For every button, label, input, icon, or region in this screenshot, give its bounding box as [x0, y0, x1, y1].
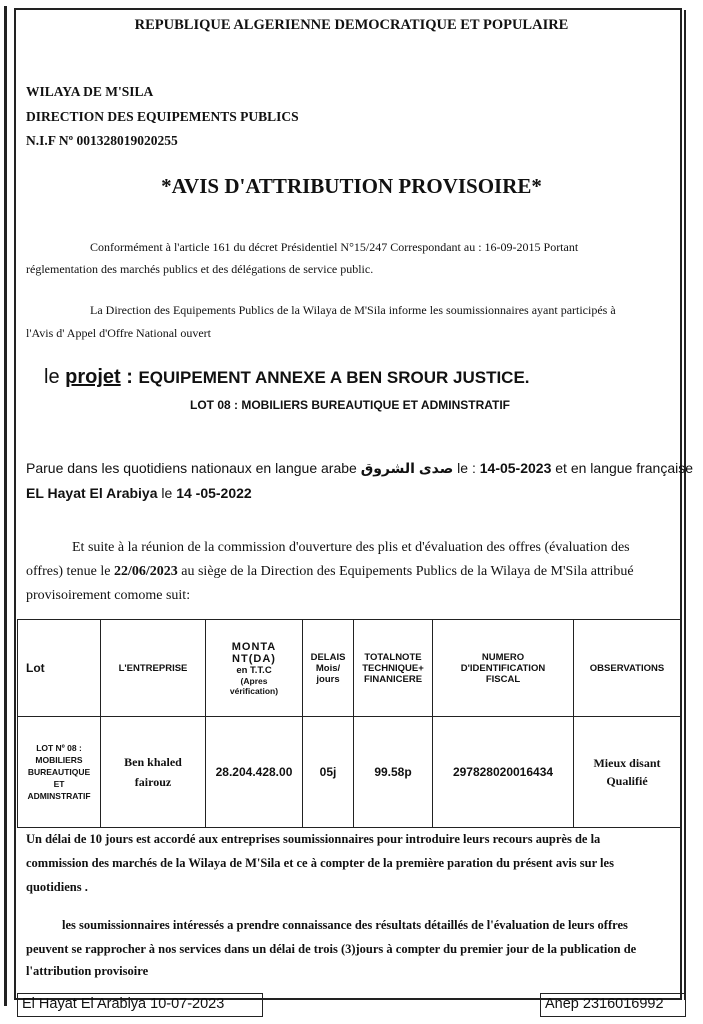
commission-line-1: Et suite à la réunion de la commission d'ouverture des plis et d'évaluation des offres (évaluation des	[72, 540, 630, 555]
header-montant-line-1: MONTA	[231, 640, 277, 653]
footer-publication: El Hayat El Arabiya 10-07-2023	[17, 993, 263, 1017]
info-paragraph-line-2: l'Avis d' Appel d'Offre National ouvert	[26, 326, 212, 340]
appeal-notice-line-1: Un délai de 10 jours est accordé aux entreprises soumissionnaires pour introduire leurs recours auprès de la	[26, 832, 601, 846]
appeal-notice-line-3: quotidiens .	[26, 880, 88, 894]
header-montant-line-2: NT(DA)	[232, 652, 276, 665]
footer-anep-reference: Anep 2316016992	[540, 993, 686, 1017]
header-lot: Lot	[18, 620, 101, 717]
results-table	[17, 619, 681, 828]
header-numero-line-3: FISCAL	[485, 673, 521, 685]
cell-obs-line-1: Mieux disant	[593, 756, 661, 770]
header-delais	[303, 620, 354, 717]
cell-note: 99.58p	[354, 717, 433, 828]
decree-paragraph-line-2: réglementation des marchés publics et des délégations de service public.	[26, 262, 374, 276]
results-notice-line-1: les soumissionnaires intéressés a prendre connaissance des résultats détaillés de l'évaluation de leurs offres	[62, 918, 628, 932]
results-notice-line-3: l'attribution provisoire	[26, 964, 149, 978]
header-total-note	[354, 620, 433, 717]
publication-text-b: le :	[453, 460, 480, 476]
header-note-line-1: TOTALNOTE	[364, 651, 422, 663]
cell-delais: 05j	[303, 717, 354, 828]
header-note-line-2: TECHNIQUE+	[362, 662, 424, 674]
publication-line-2	[26, 485, 252, 501]
arabic-newspaper-name: صدى الشروق	[360, 460, 454, 476]
header-numero-line-2: D'IDENTIFICATION	[460, 662, 546, 674]
decree-paragraph-line-1: Conformément à l'article 161 du décret Présidentiel N°15/247 Correspondant au : 16-09-2015 Portant	[90, 240, 579, 254]
results-notice-line-2: peuvent se rapprocher à nos services dans un délai de trois (3)jours à compter du premier jour de la publication de	[26, 942, 637, 956]
cell-lot-line-2: MOBILIERS	[35, 755, 83, 765]
frame-left-edge	[4, 6, 7, 1006]
publication-text-c: et en langue française	[551, 460, 694, 476]
header-delais-line-1: DELAIS	[310, 651, 346, 663]
document-title: *AVIS D'ATTRIBUTION PROVISOIRE*	[161, 174, 542, 198]
nif-line: N.I.F Nº 001328019020255	[26, 133, 178, 148]
header-montant-line-3: en T.T.C	[236, 664, 272, 676]
commission-line-3: provisoirement comome suit:	[26, 588, 191, 603]
appeal-notice-line-2: commission des marchés de la Wilaya de M'Sila et ce à compter de la première paration du présent avis sur les	[26, 856, 614, 870]
project-label-separator: :	[120, 366, 139, 388]
publication-text-a: Parue dans les quotidiens nationaux en langue arabe	[26, 460, 361, 476]
cell-observations	[574, 717, 681, 828]
project-value: EQUIPEMENT ANNEXE A BEN SROUR JUSTICE.	[138, 368, 530, 387]
cell-montant: 28.204.428.00	[206, 717, 303, 828]
cell-numero-fiscal: 297828020016434	[433, 717, 574, 828]
french-newspaper-name: EL Hayat El Arabiya	[26, 485, 158, 501]
table-header-row	[18, 620, 681, 717]
header-montant	[206, 620, 303, 717]
project-label-word: projet	[65, 366, 121, 388]
cell-lot-line-4: ET	[53, 779, 65, 789]
arabic-publication-date: 14-05-2023	[479, 460, 552, 476]
wilaya-line: WILAYA DE M'SILA	[26, 84, 154, 99]
project-line	[44, 366, 530, 389]
header-montant-line-4: (Apres	[240, 675, 268, 686]
cell-lot-line-3: BUREAUTIQUE	[27, 767, 91, 777]
header-numero-line-1: NUMERO	[481, 651, 525, 663]
commission-date: 22/06/2023	[113, 564, 178, 579]
header-numero-fiscal	[433, 620, 574, 717]
header-entreprise: L'ENTREPRISE	[101, 620, 206, 717]
commission-text-b: au siège de la Direction des Equipements Publics de la Wilaya de M'Sila attribué	[177, 564, 634, 579]
header-observations: OBSERVATIONS	[574, 620, 681, 717]
table-row	[18, 717, 681, 828]
header-delais-line-2: Mois/	[315, 662, 341, 674]
document-frame	[14, 8, 682, 1000]
cell-entreprise	[101, 717, 206, 828]
project-label-prefix: le	[44, 366, 66, 388]
direction-line: DIRECTION DES EQUIPEMENTS PUBLICS	[26, 109, 299, 124]
cell-lot-line-1: LOT Nº 08 :	[36, 743, 82, 753]
commission-line-2	[26, 564, 634, 580]
french-publication-date: 14 -05-2022	[176, 485, 252, 501]
publication-text-d: le	[157, 485, 177, 501]
info-paragraph-line-1: La Direction des Equipements Publics de la Wilaya de M'Sila informe les soumissionnaires ayant participés à	[90, 303, 616, 317]
republic-header: REPUBLIQUE ALGERIENNE DEMOCRATIQUE ET POPULAIRE	[134, 17, 569, 33]
header-delais-line-3: jours	[316, 673, 340, 685]
frame-right-edge	[684, 10, 686, 1000]
publication-line-1	[26, 460, 693, 477]
header-montant-line-5: vérification)	[229, 685, 279, 696]
cell-lot-line-5: ADMINSTRATIF	[27, 791, 91, 801]
cell-lot	[18, 717, 101, 828]
cell-entreprise-line-1: Ben khaled	[124, 755, 182, 769]
cell-obs-line-2: Qualifié	[606, 774, 648, 788]
lot-line: LOT 08 : MOBILIERS BUREAUTIQUE ET ADMINSTRATIF	[190, 398, 510, 412]
header-note-line-3: FINANICERE	[363, 673, 423, 685]
cell-entreprise-line-2: fairouz	[134, 775, 172, 789]
commission-text-a: offres) tenue le	[26, 564, 114, 579]
